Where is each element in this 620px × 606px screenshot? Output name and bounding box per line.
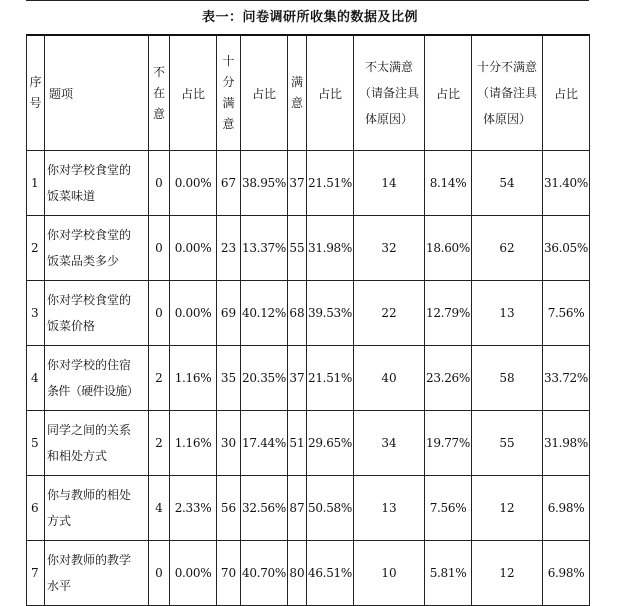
row-topic: 你对学校食堂的 饭菜价格 <box>45 281 149 346</box>
ratio-very-unsatisfied: 33.72% <box>543 346 590 411</box>
header-ratio-5: 占比 <box>543 35 590 151</box>
table-row <box>27 151 590 216</box>
count-very-unsatisfied: 12 <box>472 476 543 541</box>
row-topic: 你与教师的相处 方式 <box>45 476 149 541</box>
ratio-very-satisfied: 38.95% <box>241 151 288 216</box>
count-not-care: 0 <box>149 151 170 216</box>
count-very-satisfied: 56 <box>217 476 241 541</box>
count-very-satisfied: 35 <box>217 346 241 411</box>
ratio-satisfied: 31.98% <box>307 216 354 281</box>
header-row <box>27 35 590 151</box>
count-not-care: 0 <box>149 541 170 606</box>
row-number: 3 <box>27 281 45 346</box>
table-caption: 表一：问卷调研所收集的数据及比例 <box>201 10 418 25</box>
header-not-care: 不 在 意 <box>149 35 170 151</box>
count-not-care: 0 <box>149 281 170 346</box>
ratio-not-quite: 23.26% <box>425 346 472 411</box>
count-satisfied: 68 <box>288 281 307 346</box>
ratio-satisfied: 21.51% <box>307 346 354 411</box>
ratio-very-unsatisfied: 7.56% <box>543 281 590 346</box>
count-not-quite: 13 <box>354 476 425 541</box>
row-topic: 你对学校食堂的 饭菜品类多少 <box>45 216 149 281</box>
header-ratio-2: 占比 <box>241 35 288 151</box>
row-number: 2 <box>27 216 45 281</box>
header-ratio-1: 占比 <box>170 35 217 151</box>
count-not-care: 2 <box>149 346 170 411</box>
count-not-quite: 32 <box>354 216 425 281</box>
count-very-unsatisfied: 55 <box>472 411 543 476</box>
ratio-not-care: 1.16% <box>170 411 217 476</box>
count-satisfied: 51 <box>288 411 307 476</box>
count-satisfied: 55 <box>288 216 307 281</box>
ratio-satisfied: 29.65% <box>307 411 354 476</box>
ratio-very-satisfied: 17.44% <box>241 411 288 476</box>
ratio-satisfied: 50.58% <box>307 476 354 541</box>
table-row <box>27 541 590 606</box>
ratio-satisfied: 21.51% <box>307 151 354 216</box>
count-very-satisfied: 69 <box>217 281 241 346</box>
header-topic: 题项 <box>45 35 149 151</box>
row-number: 6 <box>27 476 45 541</box>
row-topic: 同学之间的关系 和相处方式 <box>45 411 149 476</box>
row-number: 4 <box>27 346 45 411</box>
ratio-not-quite: 5.81% <box>425 541 472 606</box>
table-row <box>27 411 590 476</box>
ratio-very-unsatisfied: 36.05% <box>543 216 590 281</box>
header-ratio-4: 占比 <box>425 35 472 151</box>
ratio-not-quite: 19.77% <box>425 411 472 476</box>
count-not-quite: 10 <box>354 541 425 606</box>
count-very-unsatisfied: 13 <box>472 281 543 346</box>
count-not-quite: 40 <box>354 346 425 411</box>
ratio-not-quite: 12.79% <box>425 281 472 346</box>
ratio-very-unsatisfied: 6.98% <box>543 476 590 541</box>
count-not-care: 0 <box>149 216 170 281</box>
ratio-not-care: 0.00% <box>170 151 217 216</box>
count-satisfied: 80 <box>288 541 307 606</box>
row-topic: 你对学校的住宿 条件（硬件设施） <box>45 346 149 411</box>
count-satisfied: 37 <box>288 151 307 216</box>
count-not-care: 2 <box>149 411 170 476</box>
ratio-not-care: 1.16% <box>170 346 217 411</box>
count-not-care: 4 <box>149 476 170 541</box>
row-number: 1 <box>27 151 45 216</box>
ratio-satisfied: 46.51% <box>307 541 354 606</box>
header-very-satisfied: 十 分 满 意 <box>217 35 241 151</box>
header-index: 序 号 <box>27 35 45 151</box>
header-satisfied: 满 意 <box>288 35 307 151</box>
count-very-unsatisfied: 12 <box>472 541 543 606</box>
table-row <box>27 476 590 541</box>
count-very-satisfied: 70 <box>217 541 241 606</box>
count-satisfied: 87 <box>288 476 307 541</box>
row-topic: 你对教师的教学 水平 <box>45 541 149 606</box>
header-not-quite-satisfied: 不太满意 （请备注具 体原因） <box>354 35 425 151</box>
ratio-very-unsatisfied: 31.40% <box>543 151 590 216</box>
ratio-very-satisfied: 20.35% <box>241 346 288 411</box>
count-very-satisfied: 23 <box>217 216 241 281</box>
ratio-not-care: 0.00% <box>170 216 217 281</box>
ratio-not-quite: 8.14% <box>425 151 472 216</box>
row-number: 7 <box>27 541 45 606</box>
header-very-unsatisfied: 十分不满意 （请备注具 体原因） <box>472 35 543 151</box>
count-not-quite: 22 <box>354 281 425 346</box>
ratio-very-satisfied: 40.12% <box>241 281 288 346</box>
row-topic: 你对学校食堂的 饭菜味道 <box>45 151 149 216</box>
table-row <box>27 281 590 346</box>
ratio-not-quite: 18.60% <box>425 216 472 281</box>
row-number: 5 <box>27 411 45 476</box>
table-row <box>27 216 590 281</box>
ratio-very-satisfied: 32.56% <box>241 476 288 541</box>
count-satisfied: 37 <box>288 346 307 411</box>
header-ratio-3: 占比 <box>307 35 354 151</box>
top-rule <box>26 0 589 1</box>
ratio-very-unsatisfied: 6.98% <box>543 541 590 606</box>
ratio-very-satisfied: 13.37% <box>241 216 288 281</box>
count-very-unsatisfied: 62 <box>472 216 543 281</box>
count-not-quite: 34 <box>354 411 425 476</box>
count-very-satisfied: 30 <box>217 411 241 476</box>
table-row <box>27 346 590 411</box>
ratio-satisfied: 39.53% <box>307 281 354 346</box>
count-very-satisfied: 67 <box>217 151 241 216</box>
ratio-not-care: 2.33% <box>170 476 217 541</box>
survey-table <box>26 34 590 606</box>
count-very-unsatisfied: 58 <box>472 346 543 411</box>
ratio-not-quite: 7.56% <box>425 476 472 541</box>
ratio-not-care: 0.00% <box>170 541 217 606</box>
count-not-quite: 14 <box>354 151 425 216</box>
ratio-not-care: 0.00% <box>170 281 217 346</box>
count-very-unsatisfied: 54 <box>472 151 543 216</box>
ratio-very-unsatisfied: 31.98% <box>543 411 590 476</box>
ratio-very-satisfied: 40.70% <box>241 541 288 606</box>
